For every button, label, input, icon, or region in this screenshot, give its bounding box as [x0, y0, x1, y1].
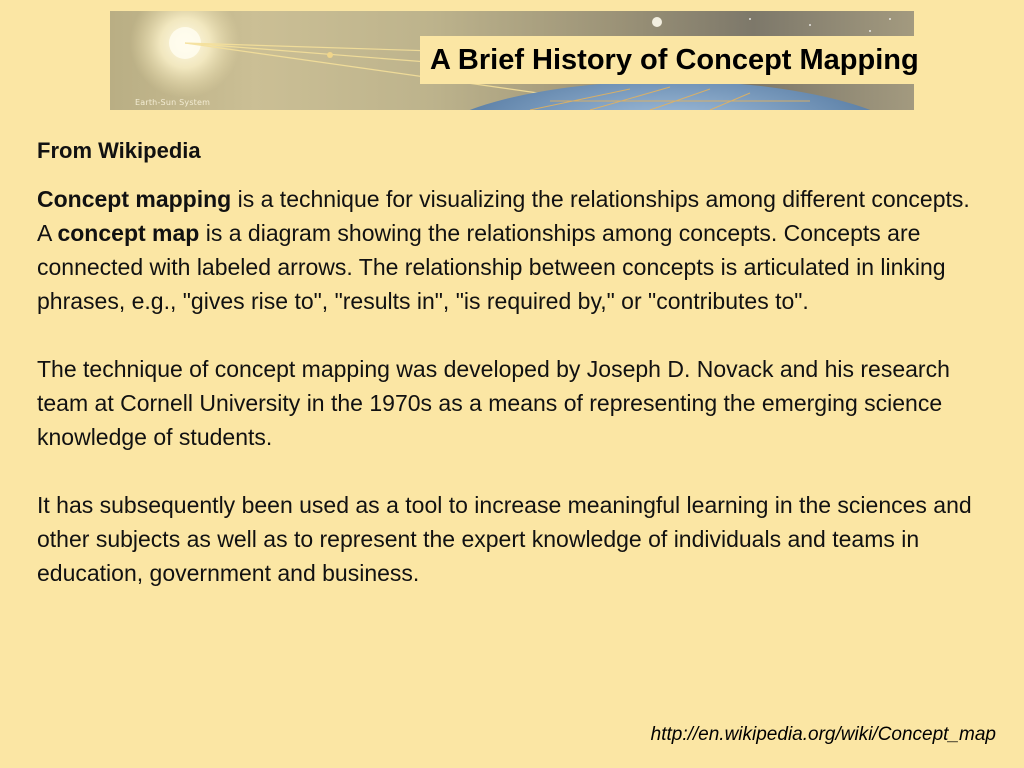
source-subheading: From Wikipedia	[37, 138, 201, 163]
stars	[749, 18, 891, 32]
definition-text-1: is a technique for visualizing the relationships among different concepts. A	[37, 186, 970, 246]
title-box	[420, 36, 1002, 84]
slide-body	[37, 136, 987, 624]
slide-title: A Brief History of Concept Mapping	[430, 43, 919, 76]
paragraph-history: The technique of concept mapping was developed by Joseph D. Novack and his research team at Cornell University in the 1970s as a means of representing the emerging science knowledge of students.	[37, 356, 950, 450]
paragraph-usage: It has subsequently been used as a tool to increase meaningful learning in the sciences and other subjects as well as to represent the expert knowledge of individuals and teams in education, government and business.	[37, 492, 972, 586]
definition-text-2: is a diagram showing the relationships among concepts. Concepts are connected with labeled arrows. The relationship between concepts is articulated in linking phrases, e.g., "gives rise to", "results in", "is required by," or "contributes to".	[37, 220, 946, 314]
term-concept-mapping: Concept mapping	[37, 186, 232, 212]
term-concept-map: concept map	[57, 220, 200, 246]
moon	[652, 17, 662, 27]
source-url[interactable]: http://en.wikipedia.org/wiki/Concept_map	[650, 724, 996, 745]
paragraph-definition	[37, 182, 987, 318]
banner-caption: Earth-Sun System	[135, 98, 211, 107]
